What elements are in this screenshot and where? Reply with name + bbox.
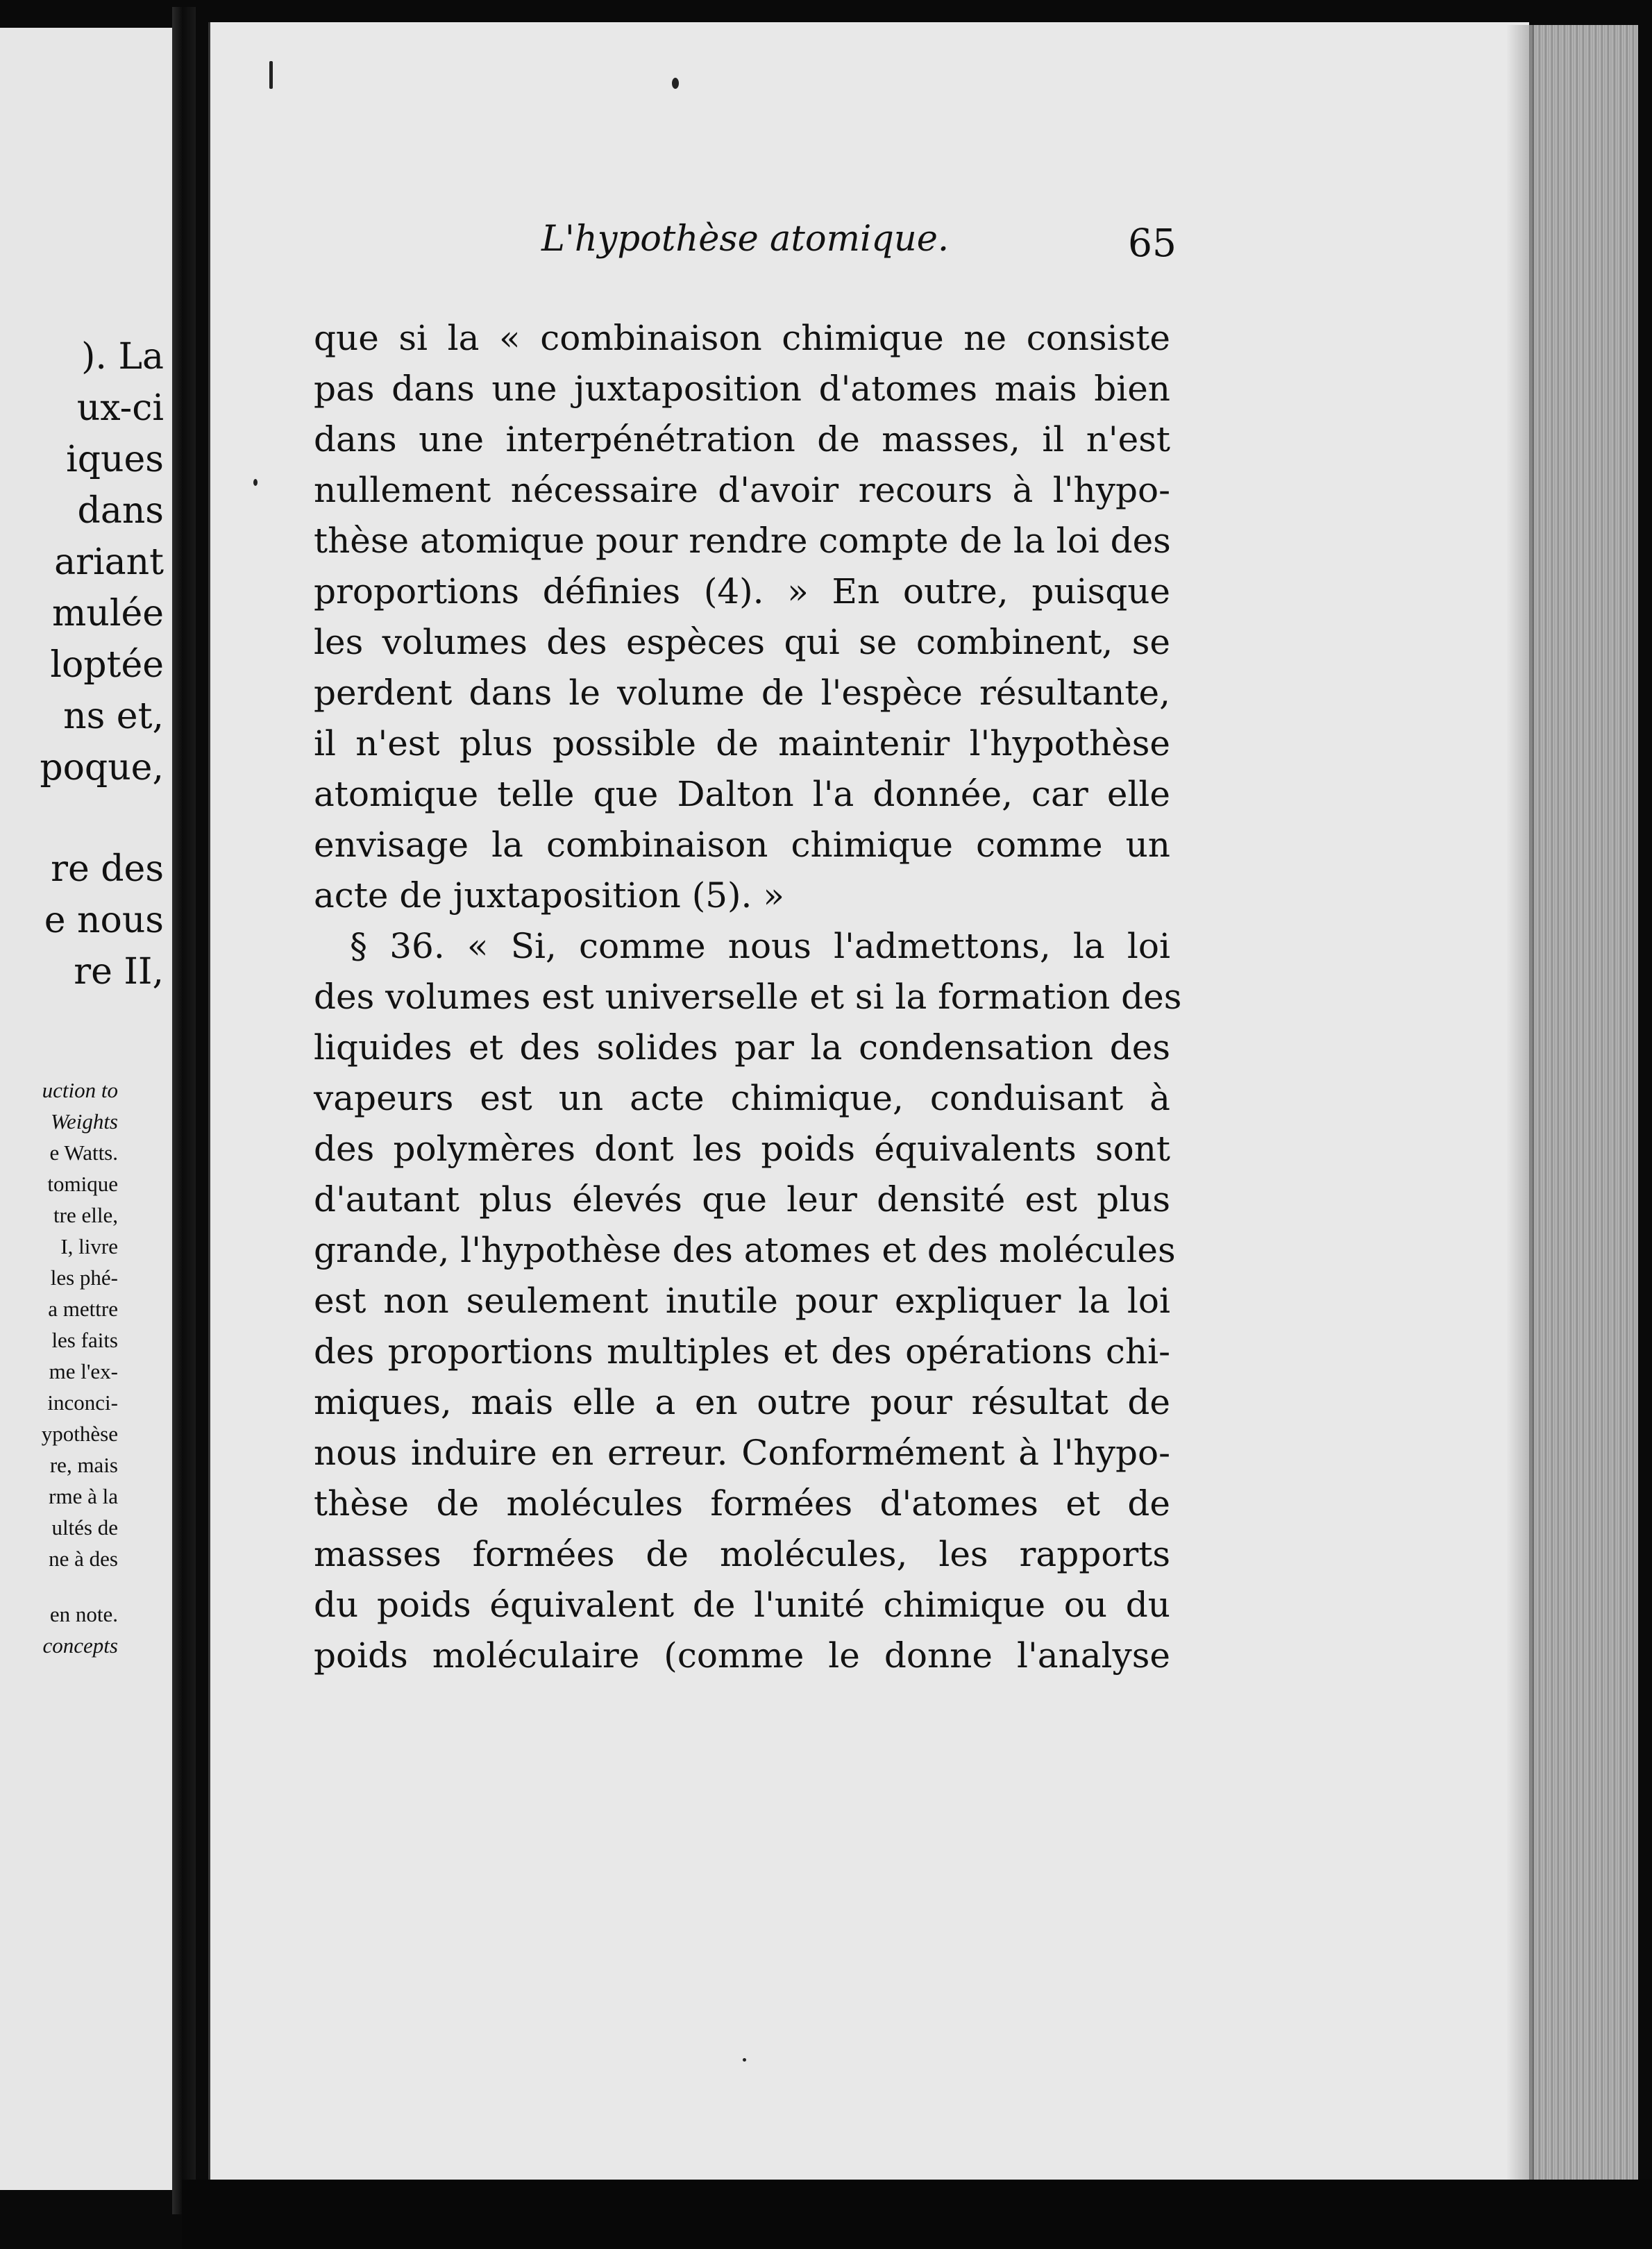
left-footnote-line: tomique — [47, 1172, 118, 1196]
text-line: vapeurs est un acte chimique, conduisant à — [314, 1078, 1170, 1118]
left-footnote-line: inconci- — [47, 1390, 118, 1415]
left-footnote-line: I, livre — [60, 1234, 118, 1258]
left-footnote-line: ultés de — [51, 1515, 118, 1540]
text-line: proportions définies (4). » En outre, puisque — [314, 571, 1170, 612]
left-footnote-line: e Watts. — [49, 1140, 118, 1165]
left-page-line: mulée — [52, 593, 164, 634]
text-line: les volumes des espèces qui se combinent, se — [314, 622, 1170, 662]
left-page-line: ns et, — [63, 696, 164, 737]
left-footnote-line: rme à la — [49, 1484, 118, 1508]
page-number: 65 — [1128, 221, 1177, 265]
left-page-line: loptée — [50, 644, 164, 686]
text-line: liquides et des solides par la condensation des — [314, 1027, 1170, 1068]
text-line: dans une interpénétration de masses, il n'est — [314, 419, 1170, 460]
left-footnote-line: re, mais — [49, 1453, 118, 1477]
text-line: grande, l'hypothèse des atomes et des molécules — [314, 1230, 1176, 1270]
left-footnote-line: tre elle, — [53, 1203, 118, 1227]
book-gutter — [172, 7, 196, 2214]
left-footnote-line: me l'ex- — [49, 1359, 118, 1383]
text-line: est non seulement inutile pour expliquer la loi — [314, 1281, 1170, 1321]
left-page-line: ariant — [54, 541, 164, 583]
running-head: L'hypothèse atomique. — [541, 219, 950, 260]
text-line: d'autant plus élevés que leur densité est plus — [314, 1179, 1170, 1220]
left-footnote-line: ypothèse — [41, 1422, 118, 1446]
left-page-line: re des — [51, 848, 164, 890]
text-line: atomique telle que Dalton l'a donnée, car elle — [314, 774, 1170, 814]
text-line: nous induire en erreur. Conformément à l'hypo- — [314, 1433, 1170, 1473]
left-footnote-line: uction to — [42, 1078, 118, 1102]
previous-page-fragment — [0, 28, 182, 2190]
left-footnote-line: les faits — [51, 1328, 118, 1352]
text-line: thèse atomique pour rendre compte de la loi des — [314, 521, 1171, 561]
left-footnote-line: ne à des — [49, 1547, 118, 1571]
page-edge-shadow — [1506, 25, 1534, 2191]
text-line: du poids équivalent de l'unité chimique ou du — [314, 1585, 1170, 1625]
text-line: miques, mais elle a en outre pour résultat de — [314, 1382, 1170, 1422]
text-line: envisage la combinaison chimique comme un — [314, 825, 1170, 865]
scan-speck — [269, 61, 273, 89]
left-page-line: iques — [66, 439, 164, 480]
scan-border — [182, 2180, 1652, 2249]
scan-speck — [743, 2058, 746, 2062]
text-line: des polymères dont les poids équivalents sont — [314, 1129, 1170, 1169]
left-page-line: e nous — [44, 900, 164, 941]
left-footnote-line: concepts — [42, 1633, 118, 1658]
scan-speck — [253, 479, 258, 486]
text-line: § 36. « Si, comme nous l'admettons, la loi — [350, 926, 1170, 966]
text-line: des volumes est universelle et si la formation des — [314, 977, 1182, 1017]
left-footnote-line: en note. — [49, 1602, 118, 1626]
scan-speck — [672, 78, 679, 89]
text-line: acte de juxtaposition (5). » — [314, 875, 784, 916]
text-line: nullement nécessaire d'avoir recours à l'hypo- — [314, 470, 1170, 510]
left-page-line: re II, — [74, 951, 164, 993]
text-line: perdent dans le volume de l'espèce résultante, — [314, 673, 1170, 713]
left-footnote-line: Weights — [50, 1109, 118, 1134]
text-line: thèse de molécules formées d'atomes et de — [314, 1483, 1170, 1524]
text-line: masses formées de molécules, les rapports — [314, 1534, 1170, 1574]
page-stack-edges — [1517, 25, 1638, 2191]
text-line: que si la « combinaison chimique ne consiste — [314, 318, 1170, 358]
left-page-line: dans — [77, 490, 164, 532]
left-page-line: ). La — [81, 336, 164, 378]
text-line: il n'est plus possible de maintenir l'hypothèse — [314, 723, 1170, 764]
left-footnote-line: a mettre — [48, 1297, 118, 1321]
left-page-line: poque, — [40, 747, 164, 789]
text-line: poids moléculaire (comme le donne l'analyse — [314, 1635, 1170, 1676]
text-line: pas dans une juxtaposition d'atomes mais bien — [314, 369, 1170, 409]
text-line: des proportions multiples et des opérations chi- — [314, 1331, 1170, 1372]
left-footnote-line: les phé- — [50, 1265, 118, 1290]
left-page-line: ux-ci — [76, 387, 164, 429]
